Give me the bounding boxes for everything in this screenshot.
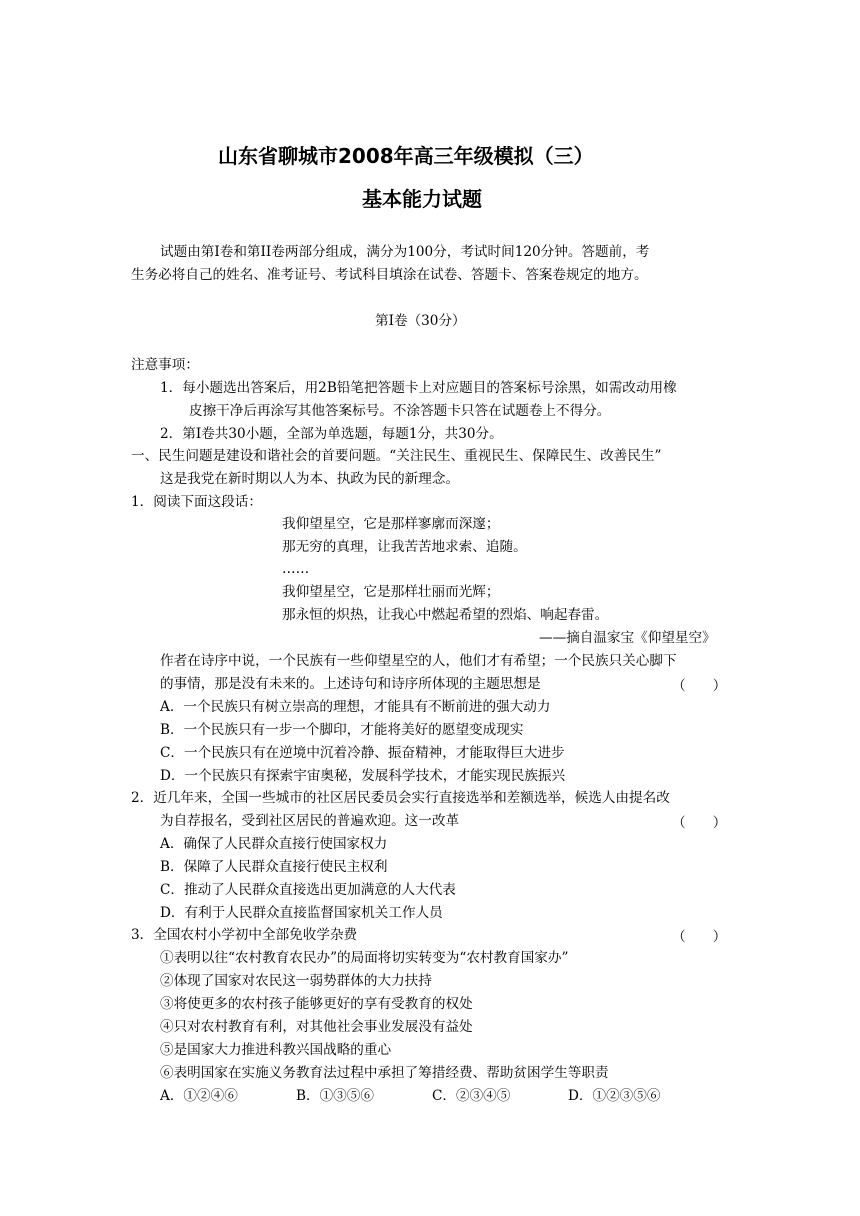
notes-item-1-line-2: 皮擦干净后再涂写其他答案标号。不涂答题卡只答在试题卷上不得分。 <box>189 403 611 419</box>
poem-line-5: 那永恒的炽热，让我心中燃起希望的烈焰、响起春雷。 <box>282 607 609 623</box>
question-1-option-a: A．一个民族只有树立崇高的理想，才能具有不断前进的强大动力 <box>160 699 551 715</box>
notes-item-1-line-1: 1．每小题选出答案后，用2B铅笔把答题卡上对应题目的答案标号涂黑，如需改动用橡 <box>160 380 677 396</box>
question-3-option-d: D．①②③⑤⑥ <box>568 1088 661 1104</box>
poem-line-3: …… <box>282 561 310 577</box>
question-3-item-4: ④只对农村教育有利，对其他社会事业发展没有益处 <box>160 1019 473 1035</box>
intro-line-2: 生务必将自己的姓名、准考证号、考试科目填涂在试卷、答题卡、答案卷规定的地方。 <box>131 267 648 283</box>
question-1-desc-line-1: 作者在诗序中说，一个民族有一些仰望星空的人，他们才有希望；一个民族只关心脚下 <box>160 653 677 669</box>
poem-source: ——摘自温家宝《仰望星空》 <box>539 630 716 646</box>
question-3-item-3: ③将使更多的农村孩子能够更好的享有受教育的权处 <box>160 996 473 1012</box>
answer-paren-q1: （ ） <box>672 678 727 694</box>
notes-item-2: 2．第Ⅰ卷共30小题，全部为单选题，每题1分，共30分。 <box>160 426 503 442</box>
section-title: 第Ⅰ卷（30分） <box>375 313 466 329</box>
question-2-stem-line-2: 为自荐报名，受到社区居民的普遍欢迎。这一改革 <box>160 813 460 829</box>
part-1-line-1: 一、民生问题是建设和谐社会的首要问题。“关注民生、重视民生、保障民生、改善民生” <box>131 448 662 464</box>
question-3-item-5: ⑤是国家大力推进科教兴国战略的重心 <box>160 1042 392 1058</box>
notes-heading: 注意事项： <box>131 357 199 373</box>
question-2-option-b: B．保障了人民群众直接行使民主权利 <box>160 859 388 875</box>
question-1-stem: 1．阅读下面这段话： <box>131 494 262 510</box>
question-2-option-d: D．有利于人民群众直接监督国家机关工作人员 <box>160 905 443 921</box>
question-3-item-1: ①表明以往“农村教育农民办”的局面将切实转变为“农村教育国家办” <box>160 950 569 966</box>
question-3-option-c: C．②③④⑤ <box>432 1088 511 1104</box>
question-2-option-a: A．确保了人民群众直接行使国家权力 <box>160 836 388 852</box>
question-3-option-b: B．①③⑤⑥ <box>296 1088 374 1104</box>
answer-paren-q2: （ ） <box>672 815 727 831</box>
question-1-desc-line-2: 的事情，那是没有未来的。上述诗句和诗序所体现的主题思想是 <box>160 676 541 692</box>
page-title: 山东省聊城市2008年高三年级模拟（三） <box>218 144 594 168</box>
answer-paren-q3: （ ） <box>672 929 727 945</box>
question-3-stem: 3．全国农村小学初中全部免收学杂费 <box>131 927 358 943</box>
poem-line-1: 我仰望星空，它是那样寥廓而深邃； <box>282 516 500 532</box>
part-1-line-2: 这是我党在新时期以人为本、执政为民的新理念。 <box>160 471 460 487</box>
question-3-item-6: ⑥表明国家在实施义务教育法过程中承担了筹措经费、帮助贫困学生等职责 <box>160 1065 609 1081</box>
poem-line-2: 那无穷的真理，让我苦苦地求索、追随。 <box>282 539 527 555</box>
question-2-stem-line-1: 2．近几年来，全国一些城市的社区居民委员会实行直接选举和差额选举，候选人由提名改 <box>131 790 670 806</box>
question-3-item-2: ②体现了国家对农民这一弱势群体的大力扶持 <box>160 973 432 989</box>
page-subtitle: 基本能力试题 <box>362 187 482 211</box>
question-2-option-c: C．推动了人民群众直接选出更加满意的人大代表 <box>160 882 456 898</box>
poem-line-4: 我仰望星空，它是那样壮丽而光辉； <box>282 584 500 600</box>
intro-line-1: 试题由第Ⅰ卷和第II卷两部分组成，满分为100分，考试时间120分钟。答题前，考 <box>160 244 650 260</box>
question-1-option-d: D．一个民族只有探索宇宙奥秘，发展科学技术，才能实现民族振兴 <box>160 768 566 784</box>
question-1-option-c: C．一个民族只有在逆境中沉着冷静、振奋精神，才能取得巨大进步 <box>160 745 565 761</box>
question-1-option-b: B．一个民族只有一步一个脚印，才能将美好的愿望变成现实 <box>160 722 524 738</box>
question-3-option-a: A．①②④⑥ <box>160 1088 238 1104</box>
